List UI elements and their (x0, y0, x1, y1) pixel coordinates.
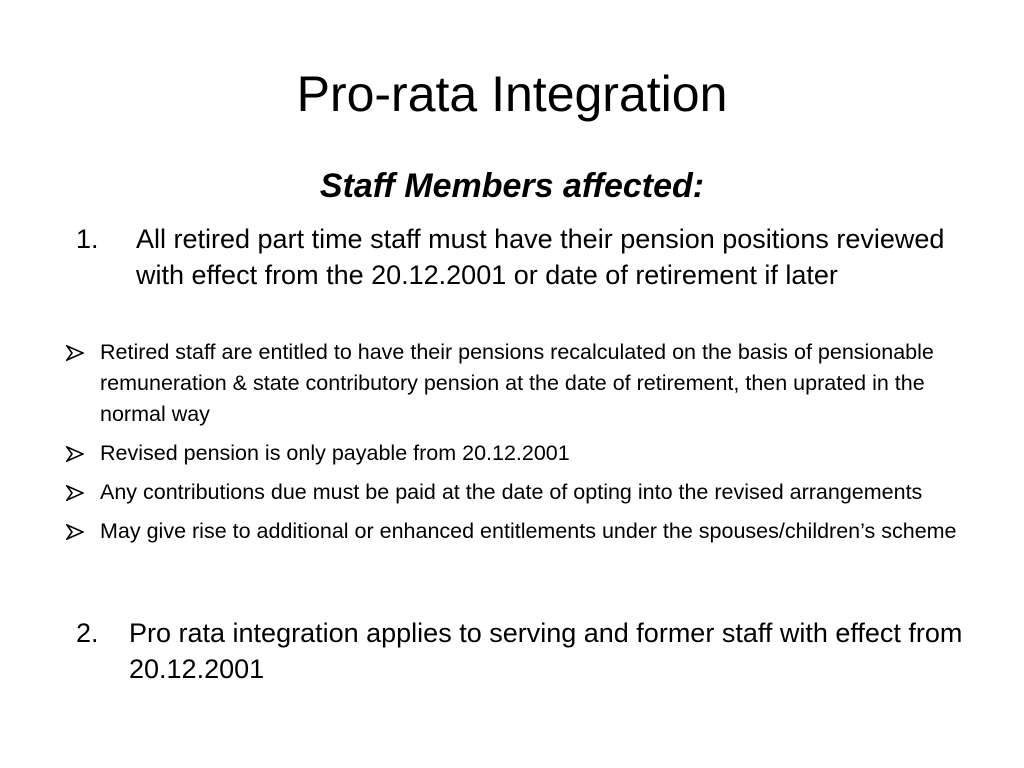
bullet-text: Any contributions due must be paid at the date of opting into the revised arrangements (100, 480, 923, 504)
numbered-item-1 (76, 221, 976, 293)
bullet-item (64, 516, 964, 547)
bullet-item (64, 438, 964, 469)
slide-subtitle: Staff Members affected: (319, 167, 705, 205)
arrowhead-bullet-icon (66, 485, 84, 501)
slide-title: Pro-rata Integration (296, 66, 728, 122)
item-number: 2. (76, 618, 99, 648)
bullet-list (64, 337, 964, 555)
bullet-text: May give rise to additional or enhanced entitlements under the spouses/children’s scheme (100, 519, 957, 543)
item-text: Pro rata integration applies to serving and former staff with effect from 20.12.2001 (129, 618, 963, 684)
item-number: 1. (76, 224, 99, 254)
bullet-item (64, 477, 964, 508)
bullet-text: Revised pension is only payable from 20.12.2001 (100, 441, 570, 465)
item-text: All retired part time staff must have their pension positions reviewed with effect from the 20.12.2001 or date of retirement if later (136, 224, 945, 290)
bullet-item (64, 337, 964, 430)
bullet-text: Retired staff are entitled to have their pensions recalculated on the basis of pensionable remuneration & state contributory pension at the date of retirement, then uprated in the normal way (100, 340, 934, 426)
arrowhead-bullet-icon (66, 524, 84, 540)
arrowhead-bullet-icon (66, 345, 84, 361)
arrowhead-bullet-icon (66, 446, 84, 462)
numbered-item-2 (76, 615, 976, 687)
